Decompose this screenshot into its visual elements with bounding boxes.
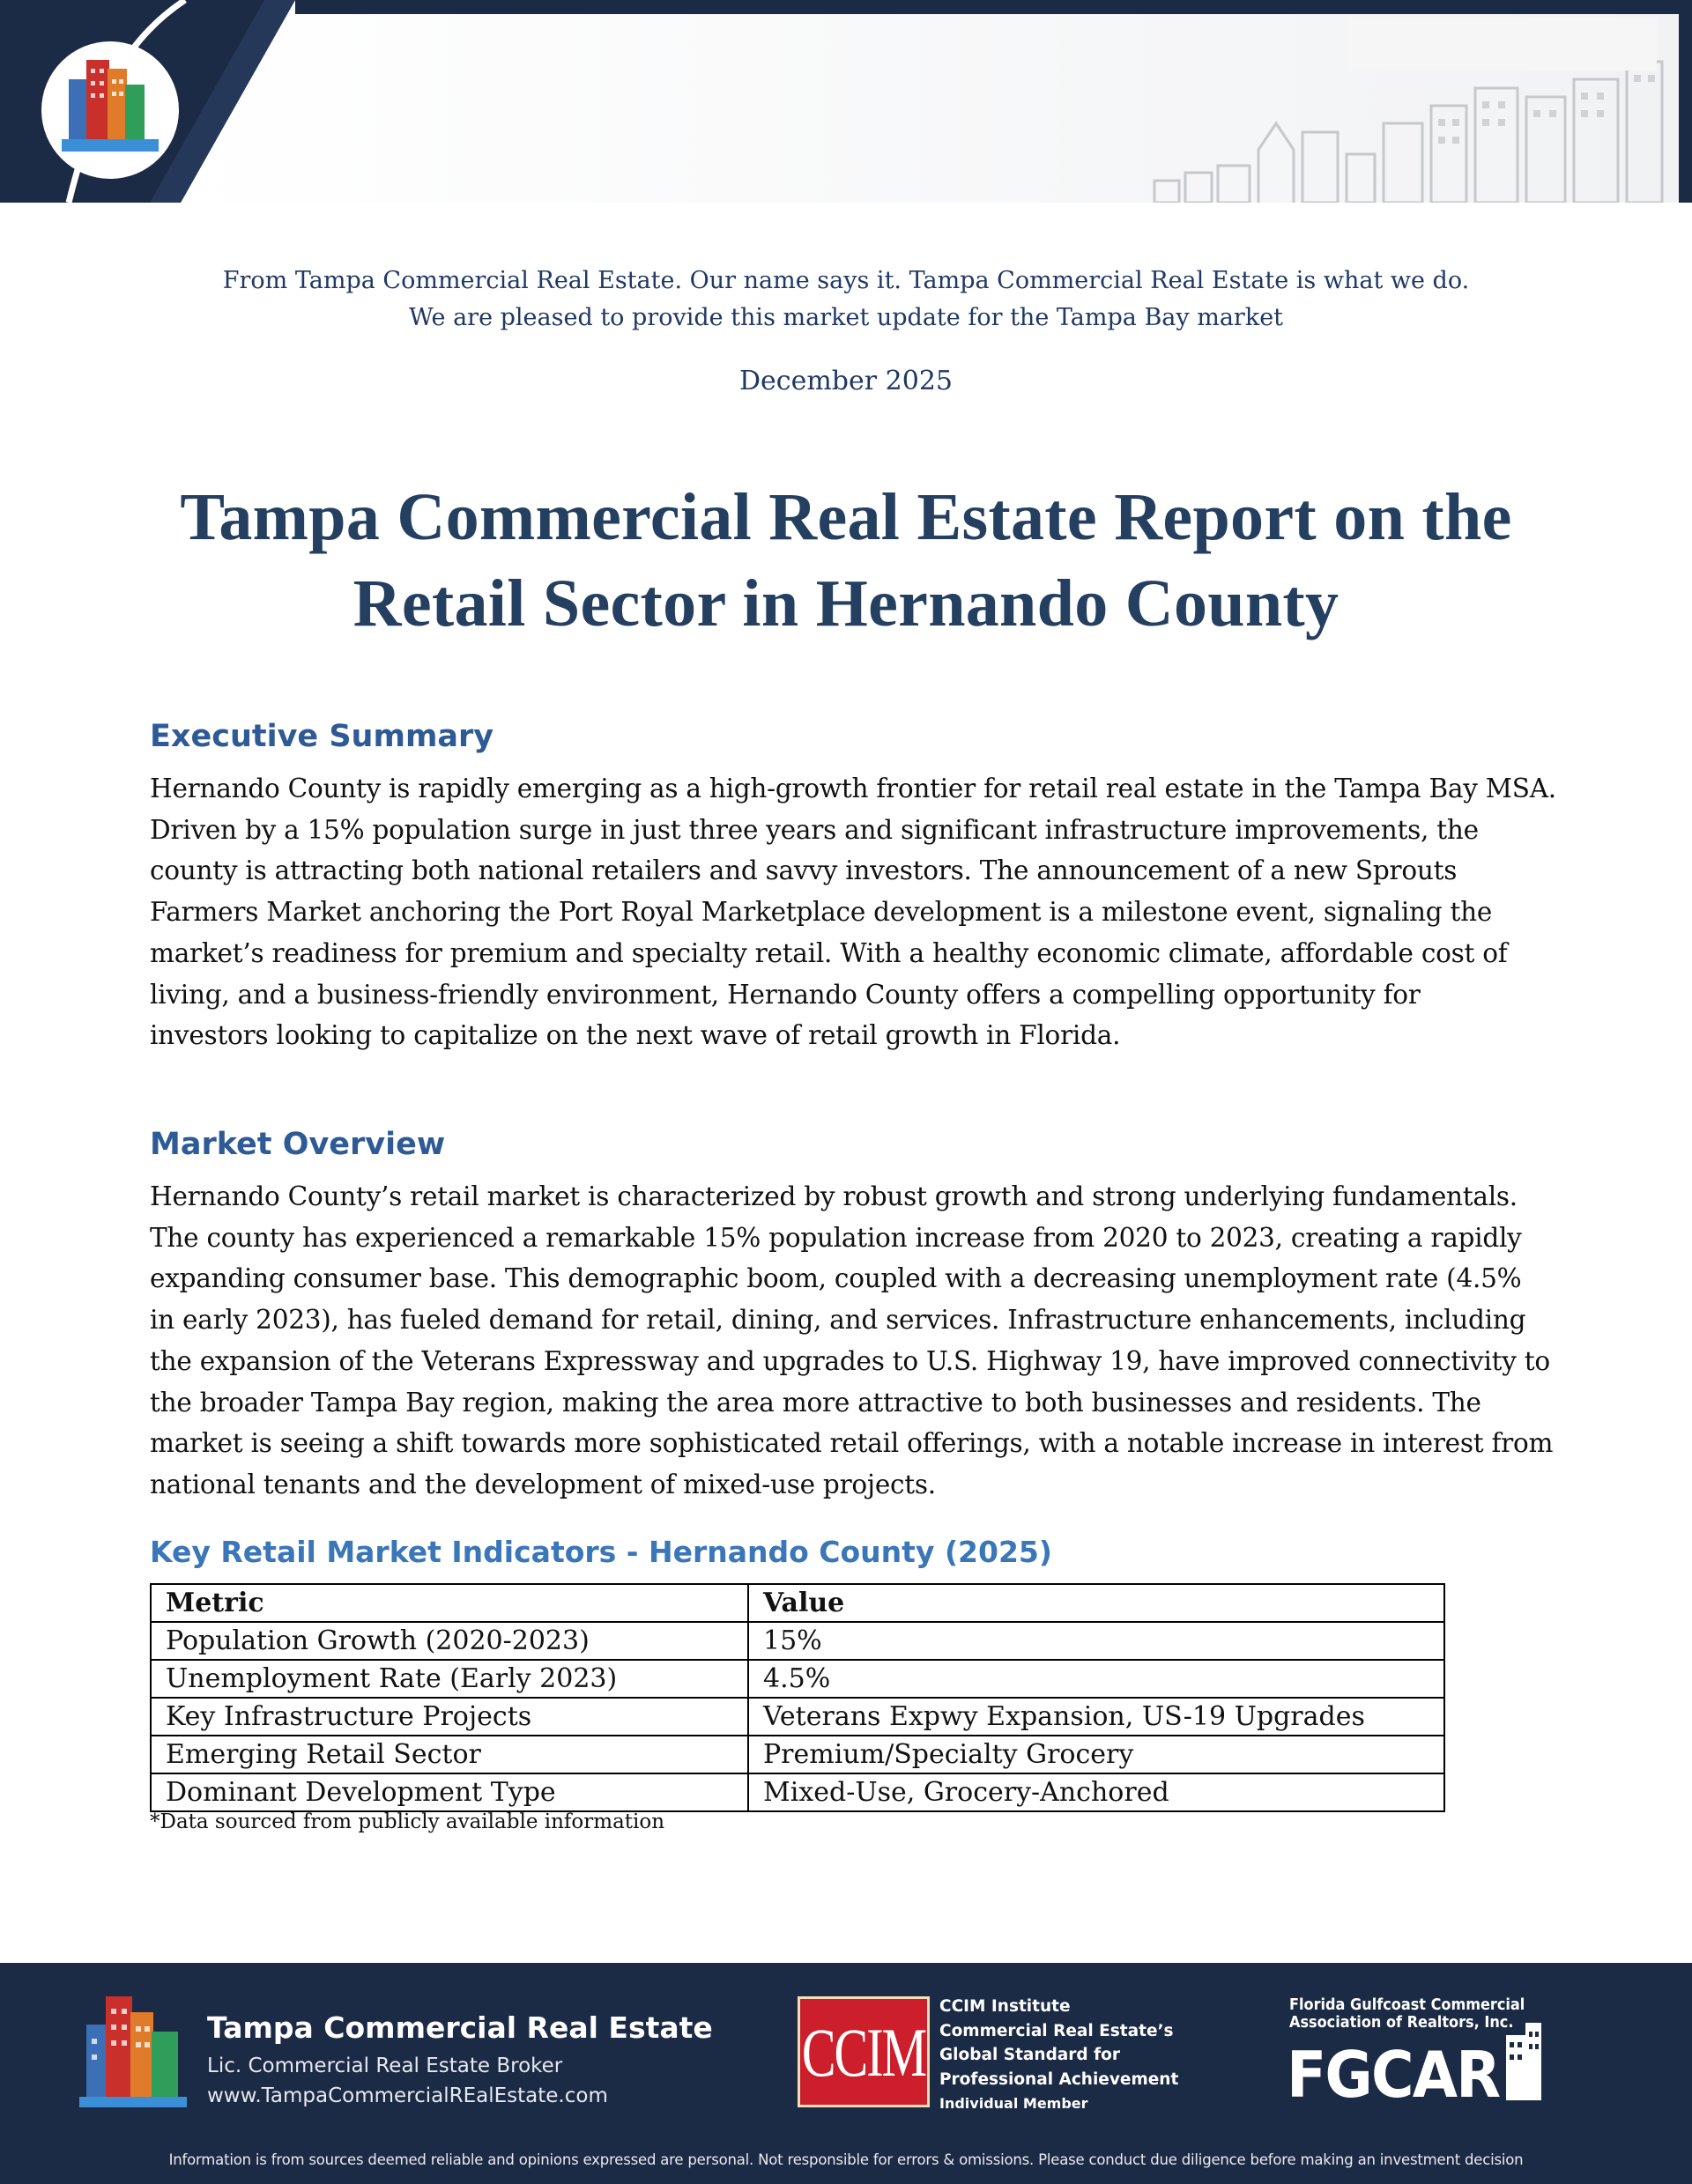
paragraph-line: living, and a business-friendly environment, Hernando County offers a compelling opportunity for <box>150 979 1421 1010</box>
intro-line-1: From Tampa Commercial Real Estate. Our name says it. Tampa Commercial Real Estate is what we do. <box>222 267 1470 294</box>
ccim-line: Commercial Real Estate’s <box>939 2021 1174 2040</box>
report-title-line-2: Retail Sector in Hernando County <box>352 566 1340 640</box>
company-logo-icon <box>41 41 179 179</box>
report-title-line-1: Tampa Commercial Real Estate Report on the <box>180 480 1512 554</box>
indicators-heading: Key Retail Market Indicators - Hernando County (2025) <box>150 1535 1052 1569</box>
metric-cell: Population Growth (2020-2023) <box>151 1622 748 1660</box>
market-overview-text <box>150 1176 1554 1506</box>
executive-summary-heading: Executive Summary <box>150 719 494 754</box>
indicators-table <box>150 1583 1445 1812</box>
value-cell: Veterans Expwy Expansion, US-19 Upgrades <box>748 1698 1444 1736</box>
fgcar-association-name <box>1289 1996 1525 2032</box>
footer-website-link[interactable]: www.TampaCommercialREalEstate.com <box>207 2084 608 2107</box>
footer-license: Lic. Commercial Real Estate Broker <box>207 2054 563 2077</box>
paragraph-line: Driven by a 15% population surge in just three years and significant infrastructure improvements, the <box>150 814 1479 845</box>
ccim-logo <box>798 1996 930 2107</box>
executive-summary-text <box>150 768 1556 1056</box>
ccim-line: CCIM Institute <box>939 1997 1071 2016</box>
intro-line-2: We are pleased to provide this market update for the Tampa Bay market <box>408 304 1284 331</box>
fgcar-assoc-line: Florida Gulfcoast Commercial <box>1289 1996 1525 2014</box>
report-date: December 2025 <box>739 366 953 396</box>
value-cell: Premium/Specialty Grocery <box>748 1736 1444 1773</box>
company-logo-icon <box>79 1989 189 2113</box>
report-title <box>0 474 1692 647</box>
metric-cell: Emerging Retail Sector <box>151 1736 748 1773</box>
table-header-row <box>151 1584 1444 1622</box>
ccim-description <box>939 1995 1178 2116</box>
paragraph-line: national tenants and the development of mixed-use projects. <box>150 1469 936 1499</box>
paragraph-line: investors looking to capitalize on the next wave of retail growth in Florida. <box>150 1020 1121 1051</box>
column-header-value: Value <box>748 1584 1444 1622</box>
paragraph-line: the expansion of the Veterans Expressway and upgrades to U.S. Highway 19, have improved connectivity to <box>150 1345 1550 1376</box>
ccim-logo-text: CCIM <box>801 2013 926 2091</box>
table-row <box>151 1698 1444 1736</box>
paragraph-line: the broader Tampa Bay region, making the area more attractive to both businesses and residents. The <box>150 1387 1481 1418</box>
paragraph-line: Hernando County is rapidly emerging as a high-growth frontier for retail real estate in the Tampa Bay MSA. <box>150 774 1556 803</box>
ccim-line: Professional Achievement <box>939 2069 1179 2089</box>
paragraph-line: market is seeing a shift towards more sophisticated retail offerings, with a notable increase in interest from <box>150 1428 1554 1459</box>
paragraph-line: Farmers Market anchoring the Port Royal Marketplace development is a milestone event, signaling the <box>150 897 1493 928</box>
fgcar-building-icon <box>1494 2016 1555 2104</box>
intro-block <box>0 263 1692 400</box>
table-row <box>151 1622 1444 1660</box>
paragraph-line: Hernando County’s retail market is characterized by robust growth and strong underlying fundamentals. <box>150 1181 1518 1211</box>
paragraph-line: in early 2023), has fueled demand for retail, dining, and services. Infrastructure enhancements, including <box>150 1305 1526 1336</box>
data-source-note: *Data sourced from publicly available information <box>150 1810 665 1833</box>
value-cell: 4.5% <box>748 1660 1444 1698</box>
market-overview-heading: Market Overview <box>150 1127 446 1162</box>
skyline-banner-graphic <box>0 0 1692 203</box>
column-header-metric: Metric <box>151 1584 748 1622</box>
metric-cell: Key Infrastructure Projects <box>151 1698 748 1736</box>
paragraph-line: county is attracting both national retailers and savvy investors. The announcement of a new Sprouts <box>150 855 1458 886</box>
fgcar-assoc-line: Association of Realtors, Inc. <box>1289 2014 1514 2032</box>
paragraph-line: market’s readiness for premium and specialty retail. With a healthy economic climate, affordable cost of <box>150 937 1508 968</box>
ccim-line: Individual Member <box>939 2095 1088 2112</box>
table-row <box>151 1660 1444 1698</box>
paragraph-line: The county has experienced a remarkable 15% population increase from 2020 to 2023, creating a rapidly <box>150 1222 1522 1253</box>
header-banner <box>0 0 1692 203</box>
value-cell: Mixed-Use, Grocery-Anchored <box>748 1773 1444 1811</box>
table-row <box>151 1773 1444 1811</box>
metric-cell: Unemployment Rate (Early 2023) <box>151 1660 748 1698</box>
footer <box>0 1963 1692 2184</box>
table-row <box>151 1736 1444 1773</box>
footer-company-name: Tampa Commercial Real Estate <box>207 2010 713 2045</box>
metric-cell: Dominant Development Type <box>151 1773 748 1811</box>
fgcar-logo-text: FGCAR <box>1287 2038 1500 2112</box>
footer-disclaimer: Information is from sources deemed reliable and opinions expressed are personal. Not responsible for errors & omissions. Please conduct due diligence before making an investment decision <box>168 2151 1524 2168</box>
paragraph-line: expanding consumer base. This demographic boom, coupled with a decreasing unemployment rate (4.5% <box>150 1263 1522 1294</box>
ccim-line: Global Standard for <box>939 2046 1120 2064</box>
value-cell: 15% <box>748 1622 1444 1660</box>
